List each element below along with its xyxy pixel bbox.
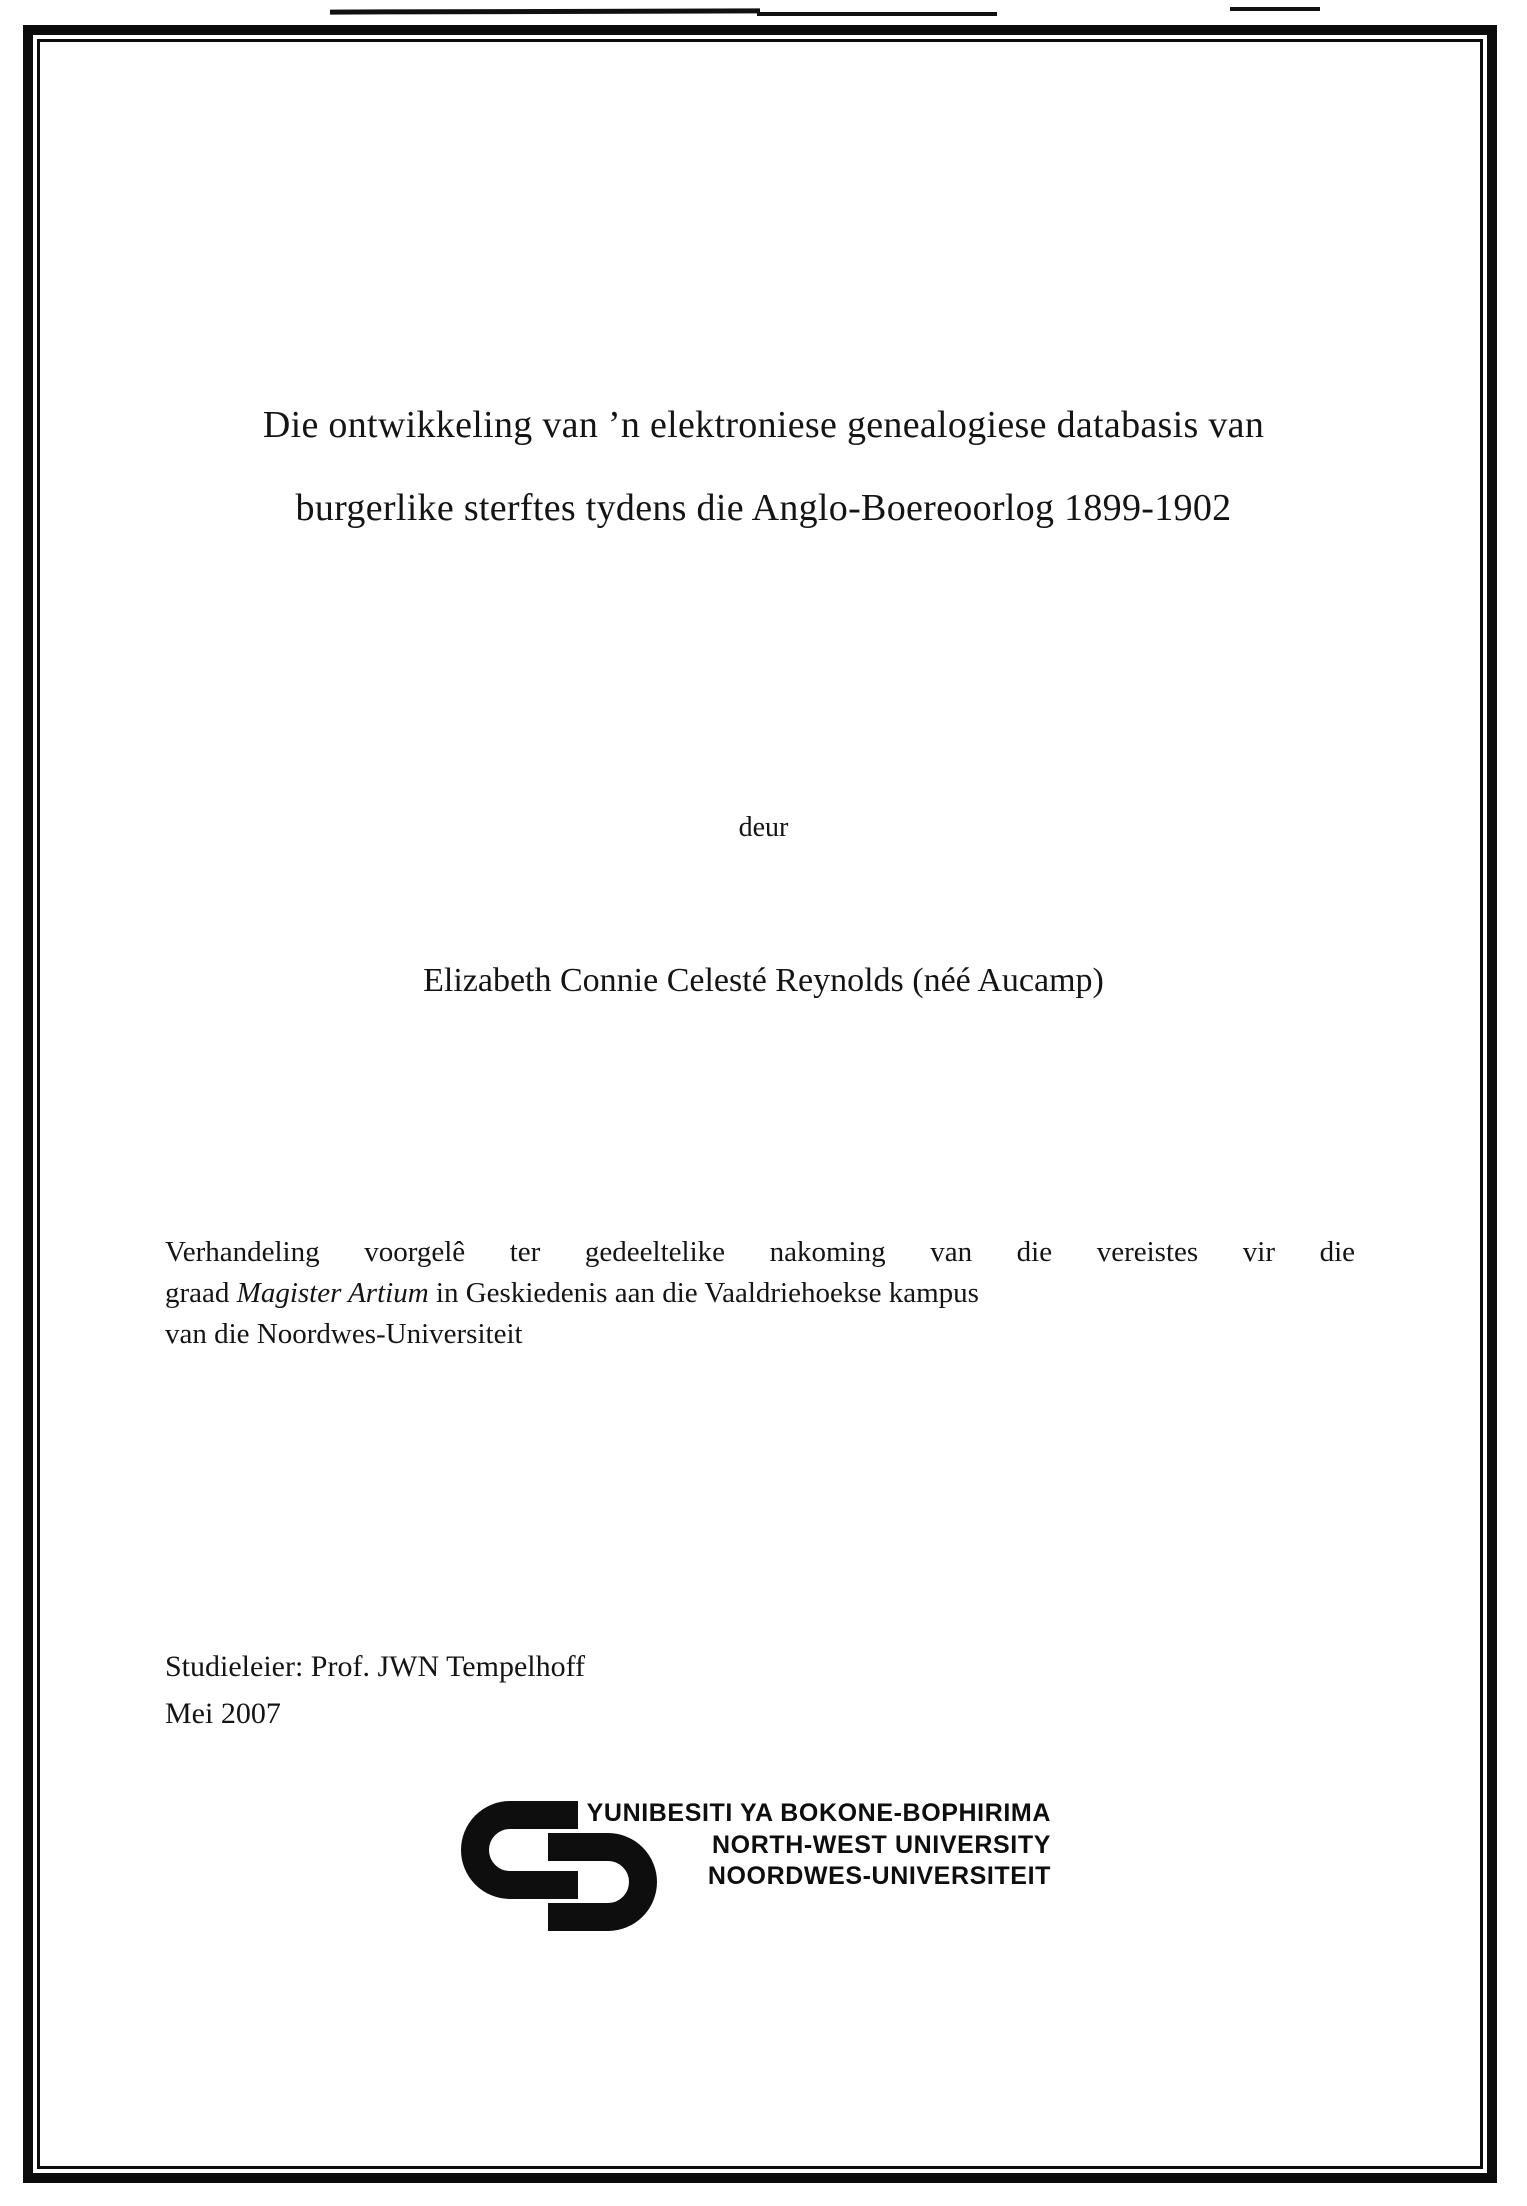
thesis-statement-degree-name: Magister Artium (236, 1277, 429, 1309)
date-line: Mei 2007 (165, 1697, 281, 1730)
thesis-statement-line-1: Verhandeling voorgelê ter gedeeltelike nakoming van die vereistes vir die (165, 1236, 1355, 1268)
thesis-statement-line-3: van die Noordwes-Universiteit (165, 1318, 523, 1350)
university-name-afrikaans: NOORDWES-UNIVERSITEIT (707, 1862, 1051, 1890)
thesis-title-line-1: Die ontwikkeling van ’n elektroniese genealogiese databasis van (262, 404, 1265, 446)
supervisor-block (165, 1643, 585, 1737)
scan-artifact (1230, 7, 1320, 11)
university-logo (458, 1796, 1058, 1936)
author-name: Elizabeth Connie Celesté Reynolds (néé Aucamp) (423, 962, 1104, 999)
thesis-statement-line-2-post: in Geskiedenis aan die Vaaldriehoekse kampus (428, 1277, 979, 1309)
thesis-statement-line-2-pre: graad (165, 1277, 237, 1309)
thesis-title-line-2: burgerlike sterftes tydens die Anglo-Boereoorlog 1899-1902 (295, 487, 1232, 529)
scan-artifact (330, 8, 760, 14)
byline-preposition: deur (738, 812, 789, 843)
thesis-statement-line-2 (165, 1273, 1355, 1314)
university-logo-text (583, 1798, 1051, 1893)
scan-artifact (757, 12, 997, 16)
thesis-statement (165, 1232, 1355, 1355)
university-name-setswana: YUNIBESITI YA BOKONE-BOPHIRIMA (586, 1799, 1051, 1827)
university-name-english: NORTH-WEST UNIVERSITY (712, 1830, 1051, 1859)
supervisor-line: Studieleier: Prof. JWN Tempelhoff (165, 1650, 586, 1683)
